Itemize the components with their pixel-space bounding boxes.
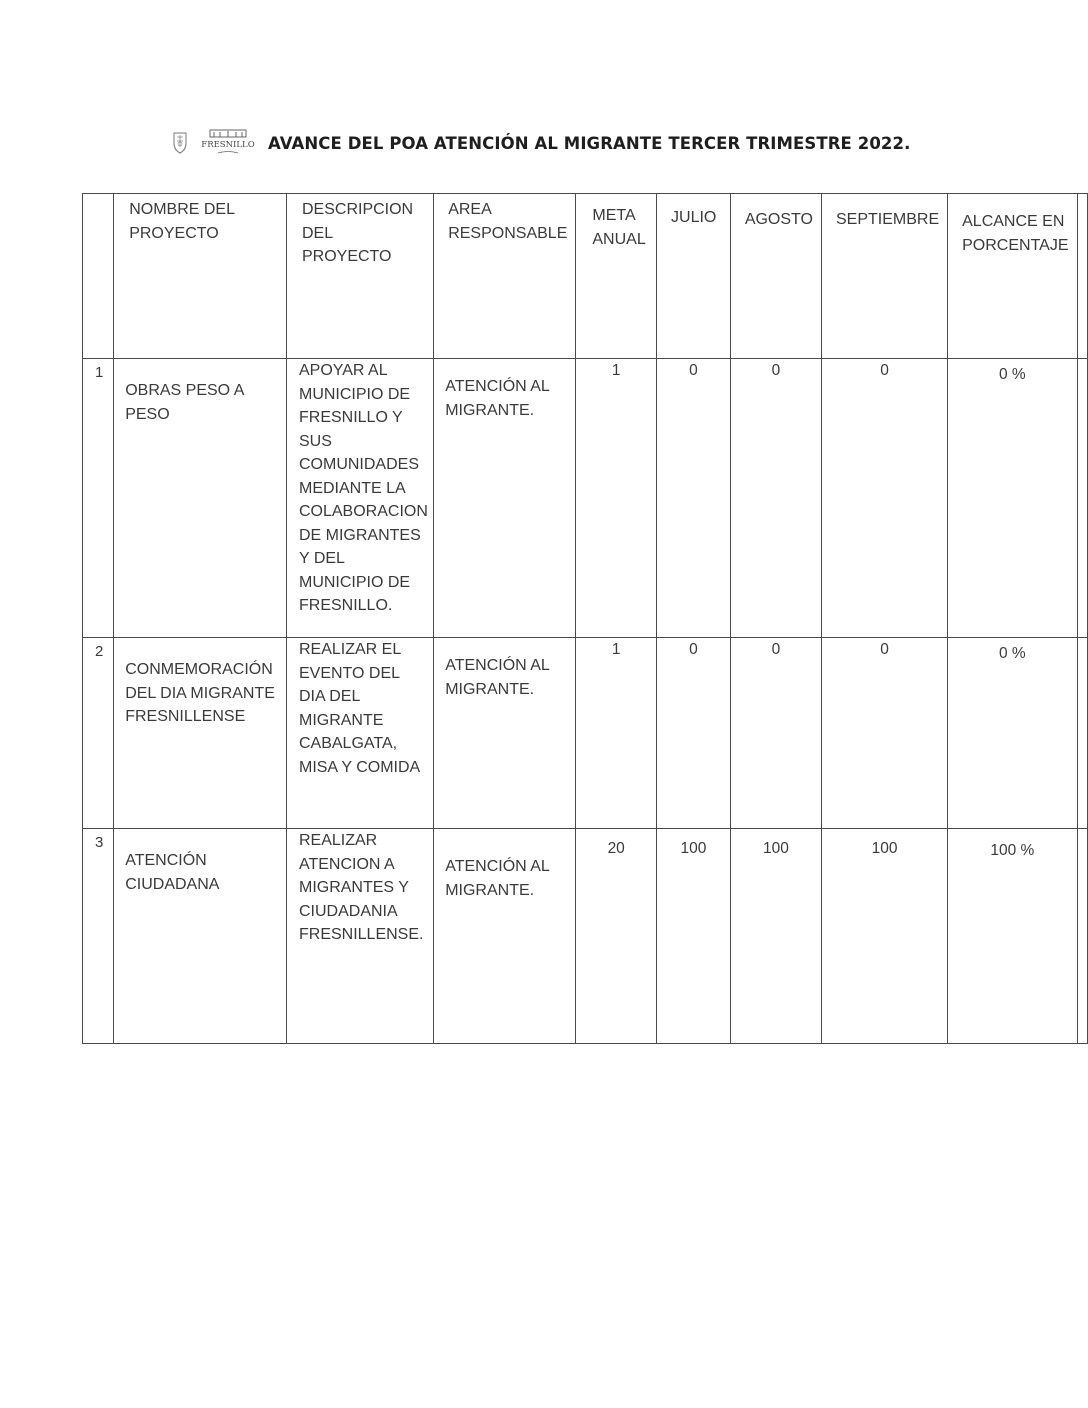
blank-cell <box>1077 829 1088 1044</box>
responsible-area: ATENCIÓN AL MIGRANTE. <box>434 829 576 1044</box>
row-number: 2 <box>83 638 114 829</box>
july-value: 0 <box>657 638 731 829</box>
page-title: AVANCE DEL POA ATENCIÓN AL MIGRANTE TERCER TRIMESTRE 2022. <box>268 133 911 153</box>
header-blank <box>1077 194 1088 359</box>
poa-table-container <box>82 193 1088 1044</box>
annual-goal: 20 <box>576 829 657 1044</box>
project-name: CONMEMORACIÓN DEL DIA MIGRANTE FRESNILLENSE <box>114 638 287 829</box>
row-number: 3 <box>83 829 114 1044</box>
percentage-reach: 0 % <box>948 638 1077 829</box>
header-nombre: NOMBRE DEL PROYECTO <box>114 194 287 359</box>
percentage-reach: 0 % <box>948 359 1077 638</box>
july-value: 100 <box>657 829 731 1044</box>
project-name: ATENCIÓN CIUDADANA <box>114 829 287 1044</box>
header-number <box>83 194 114 359</box>
table-row <box>83 638 1088 829</box>
header-agosto: AGOSTO <box>730 194 821 359</box>
header-area: AREA RESPONSABLE <box>434 194 576 359</box>
project-name: OBRAS PESO A PESO <box>114 359 287 638</box>
blank-cell <box>1077 359 1088 638</box>
fresnillo-logo-icon <box>198 128 258 158</box>
coat-of-arms-icon <box>168 130 192 156</box>
poa-table <box>82 193 1088 1044</box>
logo <box>168 128 258 158</box>
percentage-reach: 100 % <box>948 829 1077 1044</box>
august-value: 0 <box>730 638 821 829</box>
table-row <box>83 829 1088 1044</box>
july-value: 0 <box>657 359 731 638</box>
header-alcance: ALCANCE EN PORCENTAJE <box>948 194 1077 359</box>
table-row <box>83 359 1088 638</box>
september-value: 0 <box>821 638 947 829</box>
blank-cell <box>1077 638 1088 829</box>
row-number: 1 <box>83 359 114 638</box>
responsible-area: ATENCIÓN AL MIGRANTE. <box>434 638 576 829</box>
document-header <box>168 128 910 158</box>
august-value: 100 <box>730 829 821 1044</box>
august-value: 0 <box>730 359 821 638</box>
header-descripcion: DESCRIPCION DEL PROYECTO <box>286 194 433 359</box>
september-value: 0 <box>821 359 947 638</box>
header-septiembre: SEPTIEMBRE <box>821 194 947 359</box>
logo-text: FRESNILLO <box>201 140 255 150</box>
project-description: REALIZAR EL EVENTO DEL DIA DEL MIGRANTE CABALGATA, MISA Y COMIDA <box>286 638 433 829</box>
annual-goal: 1 <box>576 638 657 829</box>
header-meta: META ANUAL <box>576 194 657 359</box>
header-julio: JULIO <box>657 194 731 359</box>
project-description: REALIZAR ATENCION A MIGRANTES Y CIUDADANIA FRESNILLENSE. <box>286 829 433 1044</box>
responsible-area: ATENCIÓN AL MIGRANTE. <box>434 359 576 638</box>
annual-goal: 1 <box>576 359 657 638</box>
table-header-row <box>83 194 1088 359</box>
project-description: APOYAR AL MUNICIPIO DE FRESNILLO Y SUS COMUNIDADES MEDIANTE LA COLABORACION DE MIGRANTES Y DEL MUNICIPIO DE FRESNILLO. <box>286 359 433 638</box>
september-value: 100 <box>821 829 947 1044</box>
